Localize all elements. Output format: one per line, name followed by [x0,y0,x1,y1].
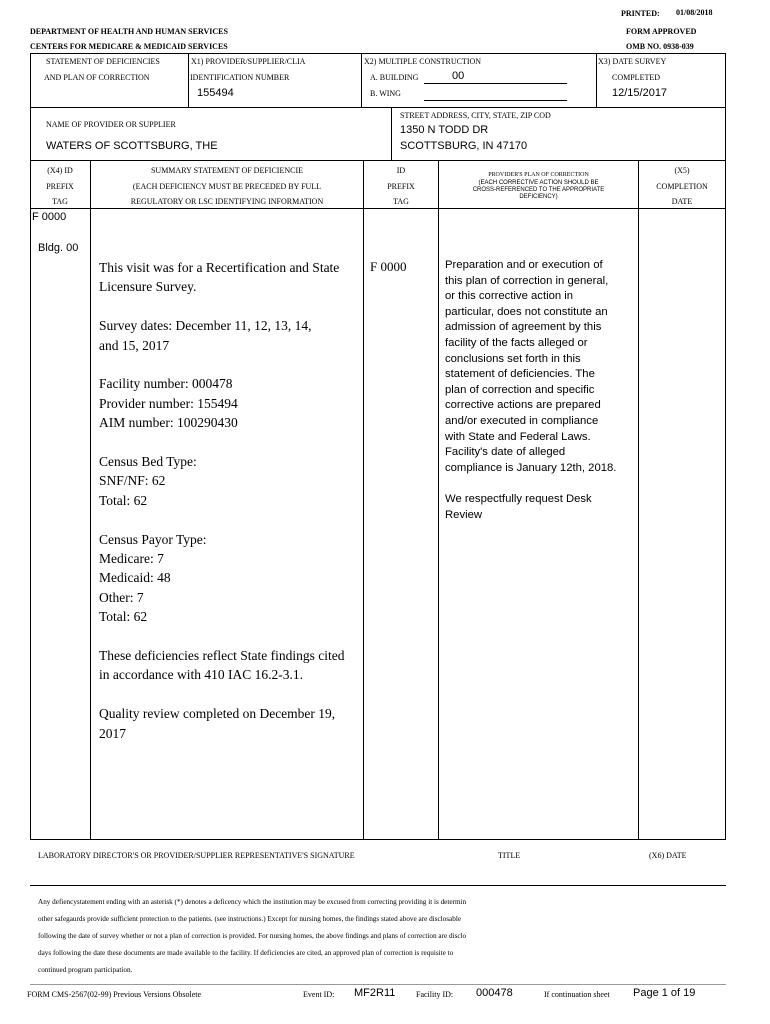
footnote-line: following the date of survey whether or not a plan of correction is provided. For nursing homes, the above findings and plans of correction are disclo [38,932,467,941]
x1-label-2: IDENTIFICATION NUMBER [190,73,290,82]
title-label: TITLE [498,851,521,860]
footnote-line: continued program participation. [38,966,133,975]
a-building-value: 00 [452,70,465,82]
event-id: MF2R11 [354,987,396,999]
form-approved: FORM APPROVED [626,27,697,36]
footnote [38,894,466,979]
continuation-label: If continuation sheet [544,990,610,999]
summary-paragraph: These deficiencies reflect State findings cited in accordance with 410 IAC 16.2-3.1. [99,648,345,683]
provider-name: WATERS OF SCOTTSBURG, THE [46,140,218,152]
form-number: FORM CMS-2567(02-99) Previous Versions Obsolete [27,990,202,999]
survey-completed-date: 12/15/2017 [612,87,668,99]
omb-number: OMB NO. 0938-039 [626,42,694,51]
summary-paragraph: Facility number: 000478 Provider number: 155494 AIM number: 100290430 [99,376,238,431]
page-number: Page 1 of 19 [633,987,696,999]
printed-label: PRINTED: [621,9,660,18]
x4-header-2: PREFIX [46,182,74,191]
plan-paragraph: We respectfully request Desk Review [445,492,592,521]
x1-label: X1) PROVIDER/SUPPLIER/CLIA [191,57,306,66]
statement-label-1: STATEMENT OF DEFICIENCIES [46,57,160,66]
summary-header-3: REGULATORY OR LSC IDENTIFYING INFORMATION [130,197,324,206]
summary-paragraph: Quality review completed on December 19, 2017 [99,706,336,741]
footnote-line: days following the date these documents are made available to the facility. If deficiencies are cited, an approved plan of correction is requisite to [38,949,454,958]
department-title: DEPARTMENT OF HEALTH AND HUMAN SERVICES [30,27,228,36]
event-id-label: Event ID: [303,990,335,999]
building-tag: Bldg. 00 [38,242,79,254]
facility-id-label: Facility ID: [416,990,454,999]
statement-label-2: AND PLAN OF CORRECTION [44,73,150,82]
plan-text [445,258,616,523]
footnote-line: other safegaurds provide sufficient protection to the patients. (see instructions.) Except for nursing homes, the findings stated above are disclosable [38,915,462,924]
facility-id: 000478 [476,987,513,999]
summary-text [99,258,345,762]
provider-number: 155494 [197,87,234,99]
address-line-1: 1350 N TODD DR [400,124,489,136]
right-tag: F 0000 [370,259,407,274]
printed-date: 01/08/2018 [676,8,713,17]
b-wing-label: B. WING [370,89,401,98]
plan-header-3: CROSS-REFERENCED TO THE APPROPRIATE [472,187,605,193]
a-building-label: A. BUILDING [370,73,419,82]
address-label: STREET ADDRESS, CITY, STATE, ZIP COD [400,111,551,120]
x4-header-1: (X4) ID [47,166,73,175]
x5-header-1: (X5) [674,166,690,175]
summary-paragraph: This visit was for a Recertification and State Licensure Survey. [99,260,340,295]
signature-label: LABORATORY DIRECTOR'S OR PROVIDER/SUPPLIER REPRESENTATIVE'S SIGNATURE [38,851,355,860]
x3-label-2: COMPLETED [612,73,660,82]
summary-header-1: SUMMARY STATEMENT OF DEFICIENCIE [150,166,304,175]
id-header-1: ID [396,166,406,175]
summary-paragraph: Census Payor Type: Medicare: 7 Medicaid: 48 Other: 7 Total: 62 [99,531,207,625]
footnote-line: Any defiencystatement ending with an asterisk (*) denotes a deficency which the institution may be excused from correcting providing it is determin [38,898,467,906]
id-header-3: TAG [393,197,409,206]
provider-name-label: NAME OF PROVIDER OR SUPPLIER [46,120,176,129]
summary-paragraph: Census Bed Type: SNF/NF: 62 Total: 62 [99,454,197,508]
x5-header-2: COMPLETION [656,182,708,191]
x6-date-label: (X6) DATE [649,851,687,860]
plan-header-2: (EACH CORRECTIVE ACTION SHOULD BE [478,180,599,186]
plan-header-4: DEFICIENCY) [519,194,558,200]
plan-header-1: PROVIDER'S PLAN OF CORRECTION [488,172,589,178]
summary-paragraph: Survey dates: December 11, 12, 13, 14, and 15, 2017 [99,318,312,353]
x5-header-3: DATE [671,197,693,206]
left-tag: F 0000 [32,211,67,223]
x3-label: X3) DATE SURVEY [598,57,667,66]
x2-label: X2) MULTIPLE CONSTRUCTION [364,57,482,66]
centers-title: CENTERS FOR MEDICARE & MEDICAID SERVICES [30,42,228,51]
x4-header-3: TAG [52,197,68,206]
address-line-2: SCOTTSBURG, IN 47170 [400,140,528,152]
id-header-2: PREFIX [387,182,415,191]
summary-header-2: (EACH DEFICIENCY MUST BE PRECEDED BY FULL [132,182,322,191]
plan-paragraph: Preparation and or execution of this plan of correction in general, or this corrective action in particular, does not constitute an admission of agreement by this facility of the facts alleged or conclusions set forth in this statement of deficiencies. The plan of correction and specific corrective actions are prepared and/or executed in compliance with State and Federal Laws. Facility's date of alleged compliance is January 12th, 2018. [445,259,617,474]
